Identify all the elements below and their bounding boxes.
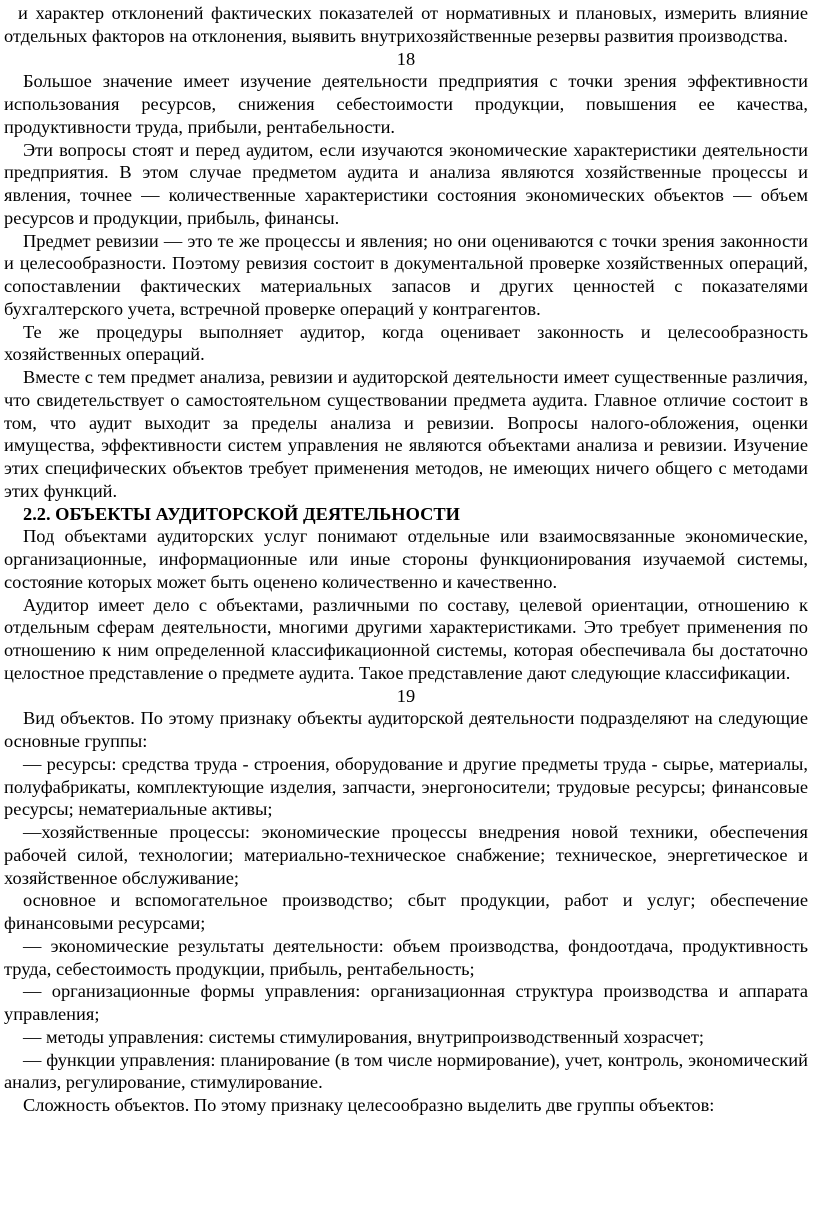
list-item: — ресурсы: средства труда - строения, оборудование и другие предметы труда - сырье, материалы, полуфабрикаты, комплектующие изделия, запчасти, энергоносители; трудовые ресурсы; финансовые ресурсы; нематериальные активы;	[4, 753, 808, 820]
list-item: основное и вспомогательное производство; сбыт продукции, работ и услуг; обеспечение финансовыми ресурсами;	[4, 890, 808, 933]
list-item: —хозяйственные процессы: экономические процессы внедрения новой техники, обеспечения рабочей силой, технологии; материально-техническое снабжение; техническое, энергетическое и хозяйственное обслуживание;	[4, 822, 808, 888]
list-item: — методы управления: системы стимулирования, внутрипроизводственный хозрасчет;	[23, 1026, 704, 1047]
page-number: 19	[396, 685, 416, 706]
paragraph: Большое значение имеет изучение деятельности предприятия с точки зрения эффективности использования ресурсов, снижения себестоимости продукции, повышения ее качества, продуктивности труда, прибыли, рентабельности.	[4, 71, 808, 137]
paragraph: Предмет ревизии — это те же процессы и явления; но они оцениваются с точки зрения законности и целесообразности. Поэтому ревизия состоит в документальной проверке хозяйственных операций, сопоставлении фактических материальных запасов и других ценностей с показателями бухгалтерского учета, встречной проверке операций у контрагентов.	[4, 230, 808, 319]
paragraph: Под объектами аудиторских услуг понимают отдельные или взаимосвязанные экономические, организационные, информационные или иные стороны функционирования изучаемой системы, состояние которых может быть оценено количественно и качественно.	[4, 526, 808, 592]
list-item: — экономические результаты деятельности: объем производства, фондоотдача, продуктивность труда, себестоимость продукции, прибыль, рентабельность;	[4, 935, 808, 979]
page-number: 18	[396, 48, 416, 69]
list-item: — организационные формы управления: организационная структура производства и аппарата управления;	[4, 981, 808, 1024]
paragraph: Те же процедуры выполняет аудитор, когда оценивает законность и целесообразность хозяйственных операций.	[4, 321, 808, 365]
paragraph: Аудитор имеет дело с объектами, различными по составу, целевой ориентации, отношению к отдельным сферам деятельности, многими другими характеристиками. Это требует применения по отношению к ним определенной классификационной системы, которая обеспечивала бы достаточно целостное представление о предмете аудита. Такое представление дают следующие классификации.	[4, 594, 808, 683]
paragraph: и характер отклонений фактических показателей от нормативных и плановых, измерить влияние отдельных факторов на отклонения, выявить внутрихозяйственные резервы развития производства.	[4, 3, 808, 46]
paragraph: Вместе с тем предмет анализа, ревизии и аудиторской деятельности имеет существенные различия, что свидетельствует о самостоятельном существовании предмета аудита. Главное отличие состоит в том, что аудит выходит за пределы анализа и ревизии. Вопросы налого-обложения, оценки имущества, эффективности систем управления не являются объектами анализа и ревизии. Изучение этих специфических объектов требует применения методов, не имеющих ничего общего с методами этих функций.	[4, 367, 808, 501]
paragraph: Вид объектов. По этому признаку объекты аудиторской деятельности подразделяют на следующие основные группы:	[4, 708, 808, 751]
list-item: — функции управления: планирование (в том числе нормирование), учет, контроль, экономический анализ, регулирование, стимулирование.	[4, 1049, 808, 1093]
paragraph: Эти вопросы стоят и перед аудитом, если изучаются экономические характеристики деятельности предприятия. В этом случае предметом аудита и анализа являются хозяйственные процессы и явления, точнее — количественные характеристики состояния экономических объектов — объем ресурсов и продукции, прибыль, финансы.	[4, 139, 808, 228]
section-heading: 2.2. ОБЪЕКТЫ АУДИТОРСКОЙ ДЕЯТЕЛЬНОСТИ	[23, 503, 460, 524]
paragraph: Сложность объектов. По этому признаку целесообразно выделить две группы объектов:	[23, 1095, 715, 1115]
